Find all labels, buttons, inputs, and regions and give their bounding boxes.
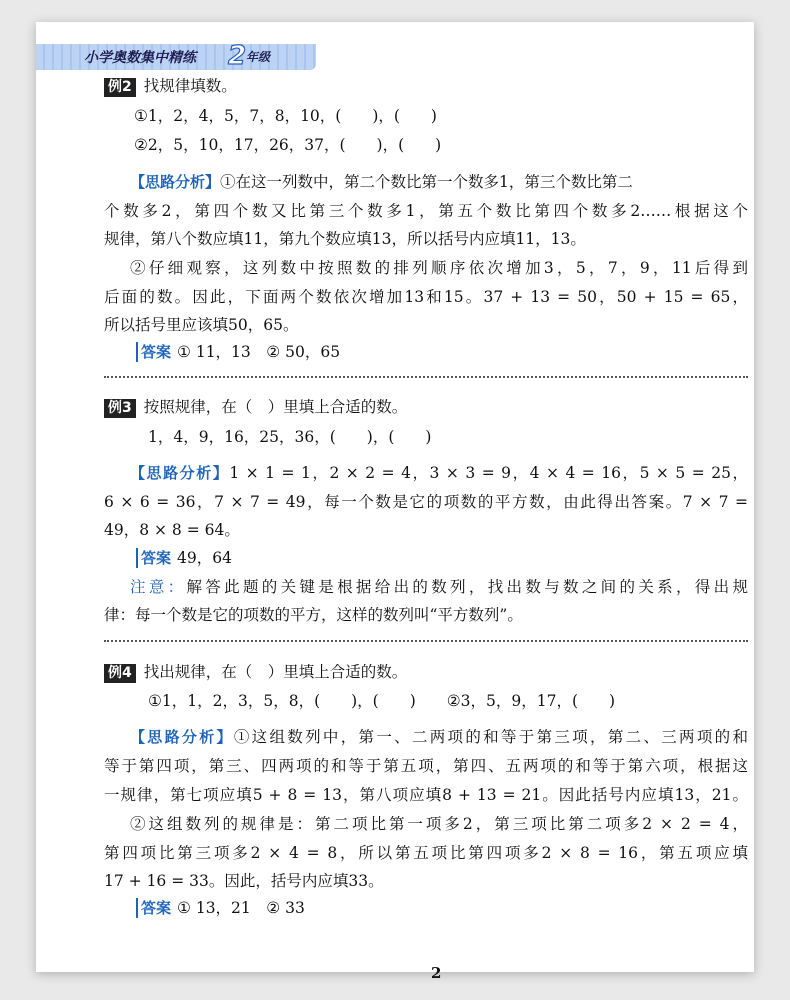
example-4-analysis-line: 第四项比第三项多2 × 4 = 8，所以第五项比第四项多2 × 8 = 16，第五项应填 (104, 844, 748, 862)
answer-label: 答案 (136, 548, 171, 568)
grade-number: 2 (228, 41, 247, 71)
page-number: 2 (431, 964, 442, 982)
grade-badge (228, 41, 271, 71)
book-title: 小学奥数集中精练 (84, 50, 196, 66)
example-2-analysis-line: 个数多2，第四个数又比第三个数多1，第五个数比第四个数多2……根据这个 (104, 202, 748, 220)
example-3-analysis-first-line: 【思路分析】1 × 1 = 1，2 × 2 = 4，3 × 3 = 9，4 × 4 = 16，5 × 5 = 25， (130, 464, 748, 482)
example-3-title: 按照规律，在（ ）里填上合适的数。 (143, 398, 408, 416)
example-2-tag: 例2 (104, 78, 136, 97)
example-2-answer (136, 342, 340, 362)
example-3-question: 1，4，9，16，25，36，( )，( ) (148, 428, 432, 446)
example-2-analysis-first-line: 【思路分析】①在这一列数中，第二个数比第一个数多1，第三个数比第二 (130, 173, 633, 191)
example-3-analysis-line: 6 × 6 = 36，7 × 7 = 49，每一个数是它的项数的平方数，由此得出答案。7 × 7 = (104, 493, 748, 511)
answer-label: 答案 (136, 342, 171, 362)
running-header (36, 41, 316, 71)
section-divider (104, 376, 748, 378)
example-4-heading (104, 662, 407, 683)
example-2-analysis-line: 规律，第八个数应填11，第九个数应填13，所以括号内应填11，13。 (104, 230, 586, 248)
example-3-analysis-line: 49，8 × 8 = 64。 (104, 521, 240, 539)
answer-label: 答案 (136, 898, 171, 918)
example-3-heading (104, 397, 407, 418)
example-4-analysis-line: 等于第四项，第三、四两项的和等于第五项，第四、五两项的和等于第六项，根据这 (104, 757, 748, 775)
answer-text: ① 11，13 ② 50，65 (177, 343, 341, 361)
example-4-questions: ①1，1，2，3，5，8，( )，( ) ②3，5，9，17，( ) (148, 692, 616, 710)
example-2-heading (104, 76, 237, 97)
example-2-analysis-line: 后面的数。因此，下面两个数依次增加13和15。37 + 13 = 50，50 + 15 = 65， (104, 288, 748, 306)
note-label: 注意： (130, 578, 187, 596)
book-page (36, 22, 754, 982)
example-2-title: 找规律填数。 (143, 77, 237, 95)
analysis-label: 【思路分析】 (130, 173, 221, 191)
example-2-analysis-line: 所以括号里应该填50，65。 (104, 316, 299, 334)
example-2-question-1: ①1，2，4，5，7，8，10，( )，( ) (134, 107, 437, 125)
example-4-answer (136, 898, 305, 918)
section-divider (104, 640, 748, 642)
example-4-analysis-first-line: 【思路分析】①这组数列中，第一、二两项的和等于第三项，第二、三两项的和 (130, 728, 748, 746)
example-2-question-2: ②2，5，10，17，26，37，( )，( ) (134, 136, 442, 154)
answer-text: ① 13，21 ② 33 (177, 899, 305, 917)
example-4-tag: 例4 (104, 664, 136, 683)
analysis-label: 【思路分析】 (130, 464, 230, 482)
example-3-answer (136, 548, 232, 568)
example-4-title: 找出规律，在（ ）里填上合适的数。 (143, 663, 408, 681)
example-4-analysis-line: ②这组数列的规律是：第二项比第一项多2，第三项比第二项多2 × 2 = 4， (130, 815, 748, 833)
example-3-note: 注意：解答此题的关键是根据给出的数列，找出数与数之间的关系，得出规 (130, 578, 748, 596)
example-3-note-line: 律：每一个数是它的项数的平方，这样的数列叫“平方数列”。 (104, 606, 523, 624)
grade-word: 年级 (246, 50, 271, 64)
answer-text: 49，64 (177, 549, 232, 567)
example-2-analysis-line: ②仔细观察，这列数中按照数的排列顺序依次增加3，5，7，9，11后得到 (130, 259, 748, 277)
analysis-label: 【思路分析】 (130, 728, 234, 746)
example-4-analysis-line: 17 + 16 = 33。因此，括号内应填33。 (104, 872, 384, 890)
example-3-tag: 例3 (104, 399, 136, 418)
example-4-analysis-line: 一规律，第七项应填5 + 8 = 13，第八项应填8 + 13 = 21。因此括号内应填13，21。 (104, 786, 748, 804)
